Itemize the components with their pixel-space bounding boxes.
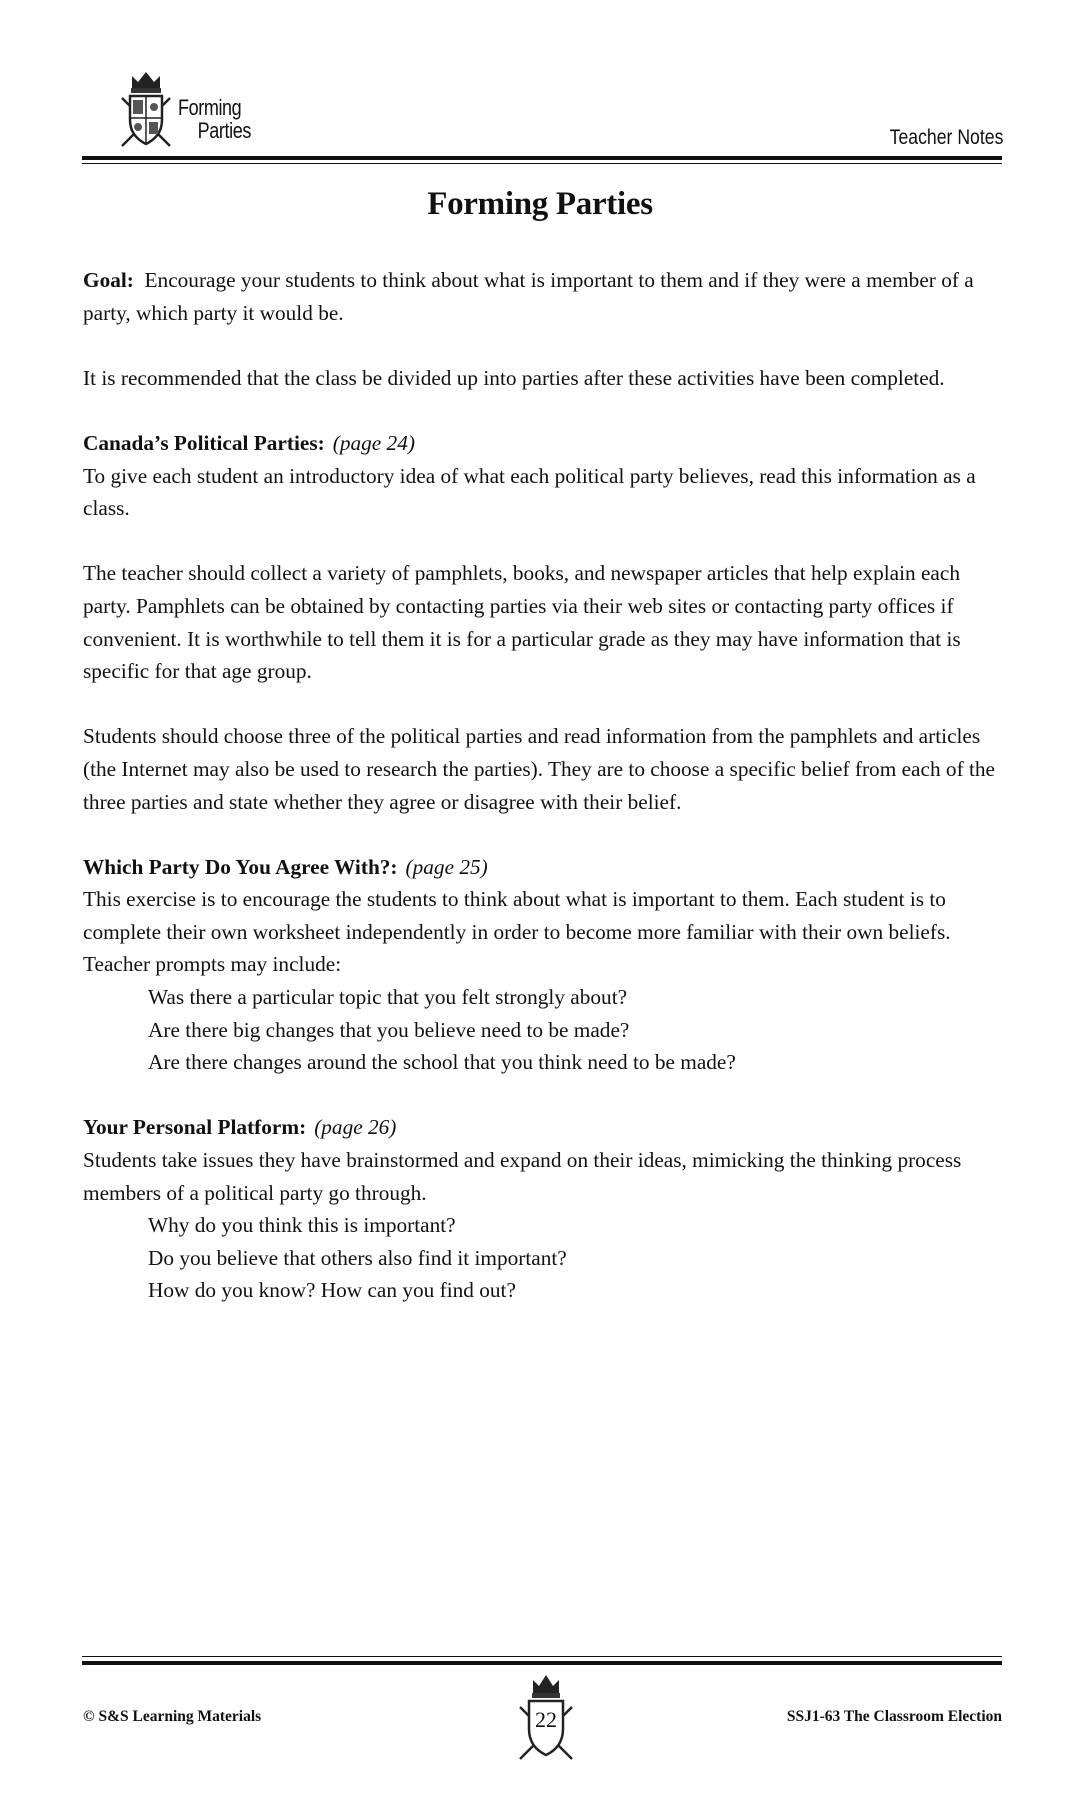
goal-text: Encourage your students to think about what is important to them and if they were a member of a party, which party it would be. [83, 268, 974, 325]
goal-paragraph [83, 264, 1003, 329]
header-rule-thick [82, 156, 1002, 160]
copyright-text: © S&S Learning Materials [83, 1708, 262, 1725]
goal-label: Goal: [83, 268, 134, 292]
section-heading [83, 1111, 1003, 1144]
teacher-notes-label: Teacher Notes [889, 126, 1003, 149]
prompt-item: Why do you think this is important? [148, 1213, 456, 1238]
page-number: 22 [535, 1707, 557, 1732]
header-rule-thin [82, 163, 1002, 164]
section-heading [83, 851, 1003, 884]
section-heading-text: Canada’s Political Parties: [83, 430, 325, 455]
section-heading [83, 427, 1003, 460]
section-intro: This exercise is to encourage the students to think about what is important to them. Each student is to complete their own worksheet independently in order to become more familiar with their own beliefs. Teacher prompts may include: [83, 887, 951, 977]
section-heading-text: Your Personal Platform: [83, 1115, 307, 1140]
page-reference: (page 25) [405, 854, 488, 879]
prompt-item: Are there changes around the school that you think need to be made? [148, 1050, 736, 1075]
prompt-item: Was there a particular topic that you felt strongly about? [148, 985, 628, 1010]
crest-icon [118, 68, 174, 150]
page-content [83, 264, 1003, 1340]
recommendation-paragraph: It is recommended that the class be divided up into parties after these activities have been completed. [83, 365, 945, 390]
prompt-item: Are there big changes that you believe need to be made? [148, 1017, 630, 1042]
prompt-item: Do you believe that others also find it important? [148, 1245, 567, 1270]
section-label-line1: Forming [178, 95, 242, 120]
page-reference: (page 26) [314, 1115, 397, 1140]
page-title: Forming Parties [427, 186, 653, 222]
section-personal-platform [83, 1111, 1003, 1307]
section-paragraph: Students should choose three of the political parties and read information from the pamphlets and articles (the Internet may also be used to research the parties). They are to choose a specific belief from each of the three parties and state whether they agree or disagree with their belief. [83, 724, 996, 814]
footer-rule-thin [82, 1656, 1002, 1657]
section-intro: Students take issues they have brainstormed and expand on their ideas, mimicking the thinking process members of a political party go through. [83, 1148, 962, 1205]
prompt-item: How do you know? How can you find out? [148, 1278, 516, 1303]
section-label [178, 96, 251, 142]
section-paragraph: The teacher should collect a variety of pamphlets, books, and newspaper articles that help explain each party. Pamphlets can be obtained by contacting parties via their web sites or contacting party offices if convenient. It is worthwhile to tell them it is for a particular grade as they may have information that is specific for that age group. [83, 561, 961, 684]
section-heading-text: Which Party Do You Agree With?: [83, 854, 398, 879]
footer-rule-thick [82, 1661, 1002, 1665]
section-which-party [83, 851, 1003, 1079]
section-label-line2: Parties [197, 118, 251, 143]
section-paragraph: To give each student an introductory idea of what each political party believes, read this information as a class. [83, 463, 976, 521]
section-political-parties [83, 427, 1003, 525]
page-reference: (page 24) [332, 430, 415, 455]
series-title: SSJ1-63 The Classroom Election [786, 1708, 1002, 1725]
